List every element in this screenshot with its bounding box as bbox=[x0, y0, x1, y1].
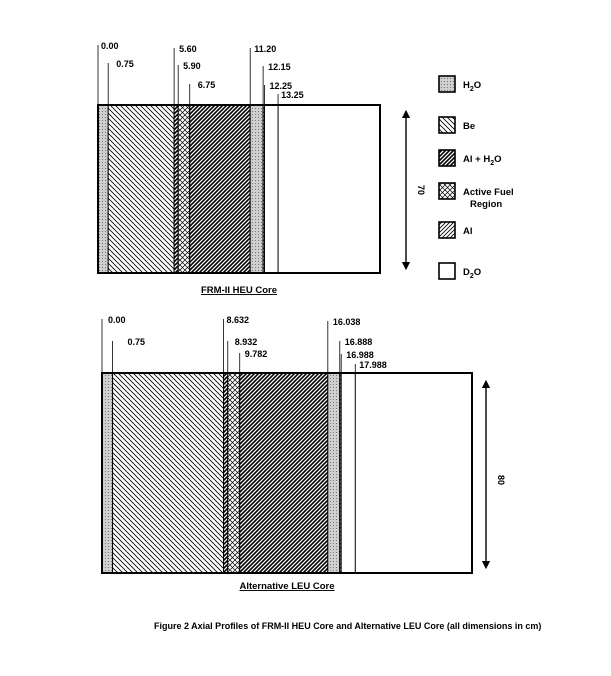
material-legend bbox=[439, 76, 514, 280]
leu-core-diagram bbox=[102, 315, 506, 592]
leu-height-label: 80 bbox=[496, 474, 506, 486]
legend-swatch-h2o bbox=[439, 76, 455, 92]
legend-label-al: Al bbox=[463, 226, 473, 237]
heu-boundary-label: 0.00 bbox=[101, 41, 119, 51]
leu-layer-d2o-7 bbox=[341, 373, 355, 573]
heu-layer-d2o-7 bbox=[264, 105, 278, 273]
heu-boundary-label: 12.25 bbox=[269, 81, 293, 91]
heu-boundary-label: 11.20 bbox=[254, 44, 277, 54]
leu-layer-h2o-5 bbox=[328, 373, 340, 573]
heu-layer-alh2o-4 bbox=[190, 105, 250, 273]
leu-boundary-label: 8.932 bbox=[234, 337, 258, 347]
legend-swatch-be bbox=[439, 117, 455, 133]
heu-boundary-label: 5.60 bbox=[179, 44, 197, 54]
leu-layer-alh2o-2 bbox=[224, 373, 228, 573]
leu-layer-alh2o-4 bbox=[240, 373, 328, 573]
leu-boundary-label: 0.00 bbox=[108, 315, 126, 325]
leu-layer-h2o-0 bbox=[102, 373, 113, 573]
figure-caption: Figure 2 Axial Profiles of FRM-II HEU Core and Alternative LEU Core (all dimensions in cm) bbox=[154, 621, 542, 631]
legend-label-alh2o: $Al + H_2O$ bbox=[463, 154, 502, 167]
legend-label-fuel: Active Fuel bbox=[463, 187, 514, 198]
heu-layer-h2o-5 bbox=[250, 105, 263, 273]
heu-layer-fuel-3 bbox=[178, 105, 190, 273]
heu-boundary-label: 13.25 bbox=[281, 90, 304, 100]
legend-swatch-al bbox=[439, 222, 455, 238]
legend-label-fuel-line2: Region bbox=[470, 199, 503, 210]
heu-boundary-label: 0.75 bbox=[116, 59, 134, 69]
legend-label-h2o: $H_2O$ bbox=[463, 80, 482, 93]
leu-layer-be-1 bbox=[113, 373, 224, 573]
heu-height-label: 70 bbox=[416, 184, 426, 196]
legend-label-d2o: $D_2O$ bbox=[463, 267, 482, 280]
legend-label-be: Be bbox=[463, 121, 476, 132]
heu-boundary-label: 5.90 bbox=[183, 61, 201, 71]
leu-core-title: Alternative LEU Core bbox=[239, 581, 335, 592]
leu-boundary-label: 16.888 bbox=[344, 337, 373, 347]
heu-layer-h2o-0 bbox=[98, 105, 108, 273]
leu-boundary-label: 8.632 bbox=[226, 315, 250, 325]
heu-core-title: FRM-II HEU Core bbox=[201, 285, 277, 296]
heu-boundary-label: 6.75 bbox=[197, 80, 216, 90]
leu-boundary-label: 9.782 bbox=[244, 349, 268, 359]
heu-layer-alh2o-2 bbox=[174, 105, 178, 273]
legend-swatch-fuel bbox=[439, 183, 455, 199]
legend-swatch-alh2o bbox=[439, 150, 455, 166]
leu-boundary-label: 17.988 bbox=[359, 360, 387, 370]
leu-boundary-label: 0.75 bbox=[127, 337, 146, 347]
heu-core-diagram bbox=[98, 41, 426, 296]
leu-layer-fuel-3 bbox=[228, 373, 240, 573]
leu-boundary-label: 16.038 bbox=[332, 317, 361, 327]
legend-swatch-d2o bbox=[439, 263, 455, 279]
heu-boundary-label: 12.15 bbox=[268, 62, 291, 72]
leu-boundary-label: 16.988 bbox=[346, 350, 374, 360]
heu-layer-be-1 bbox=[108, 105, 174, 273]
